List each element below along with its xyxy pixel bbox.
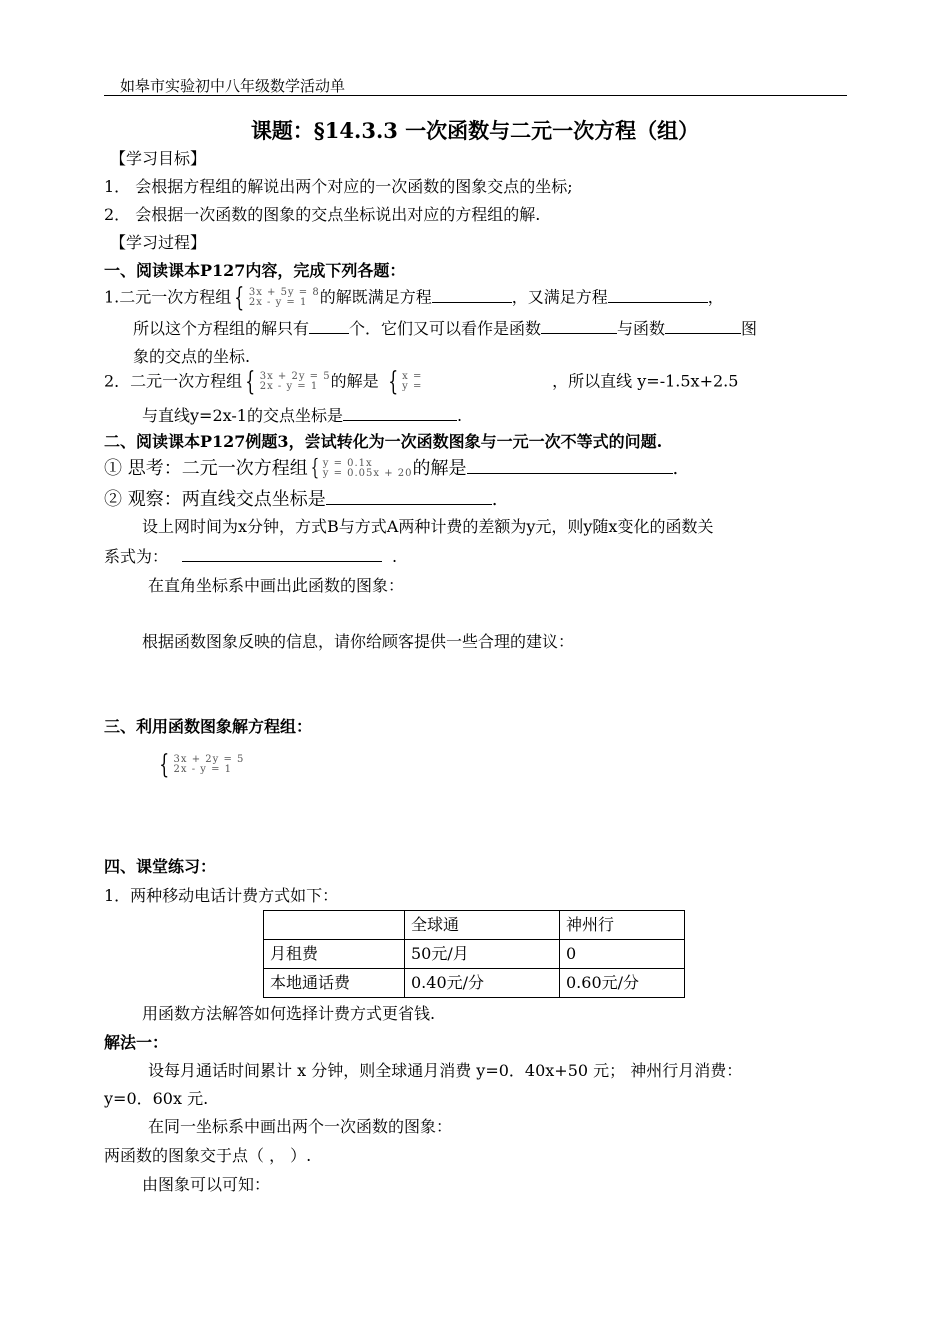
solution-line-3: 在同一坐标系中画出两个一次函数的图象： [148, 1117, 453, 1136]
solution-line-4: 两函数的图象交于点（ ， ）. [104, 1146, 312, 1165]
answer-blank[interactable] [432, 287, 512, 303]
part2-p1-line1: 设上网时间为x分钟，方式B与方式A两种计费的差额为y元，则y随x变化的函数关 [142, 517, 714, 536]
table-row [264, 940, 685, 969]
answer-blank[interactable] [326, 489, 492, 505]
solution-system: x = y = [402, 371, 423, 392]
part1-q1-line3: 象的交点的坐标. [133, 347, 251, 366]
brace-icon: { [159, 750, 170, 780]
table-row [264, 911, 685, 940]
part2-p2: 在直角坐标系中画出此函数的图象： [148, 576, 405, 595]
answer-blank[interactable] [541, 318, 617, 334]
answer-blank[interactable] [608, 287, 708, 303]
equation-system: 3x + 5y = 8 2x - y = 1 [248, 287, 320, 308]
brace-icon: { [387, 367, 398, 397]
table-cell: 0 [560, 940, 685, 969]
school-header: 如皋市实验初中八年级数学活动单 [120, 77, 346, 95]
answer-blank[interactable] [665, 318, 741, 334]
q1-mid: 的解既满足方程 [319, 287, 432, 307]
part1-heading: 一、阅读课本P127内容，完成下列各题： [104, 261, 406, 280]
table-cell: 0.60元/分 [560, 969, 685, 998]
solution-line-5: 由图象可以可知： [142, 1175, 271, 1194]
solution-line-1: 设每月通话时间累计 x 分钟，则全球通月消费 y=0．40x+50 元； 神州行月消费： [148, 1061, 743, 1080]
table-cell: 月租费 [264, 940, 405, 969]
objective-item-1: 1． 会根据方程组的解说出两个对应的一次函数的图象交点的坐标; [104, 177, 573, 196]
brace-icon: { [310, 456, 319, 481]
after-table-text: 用函数方法解答如何选择计费方式更省钱. [142, 1004, 436, 1023]
objectives-heading: 【学习目标】 [110, 149, 207, 168]
equation-system: 3x + 2y = 5 2x - y = 1 [259, 371, 331, 392]
part3-heading: 三、利用函数图象解方程组： [104, 717, 313, 736]
header-rule [104, 95, 847, 96]
process-heading: 【学习过程】 [110, 233, 207, 252]
table-row [264, 969, 685, 998]
table-cell [264, 911, 405, 940]
answer-blank[interactable] [309, 318, 349, 334]
answer-blank[interactable] [467, 458, 673, 474]
objective-item-2: 2． 会根据一次函数的图象的交点坐标说出对应的方程组的解. [104, 205, 541, 224]
brace-icon: { [245, 367, 256, 397]
equation-system: 3x + 2y = 5 2x - y = 1 [173, 754, 245, 775]
part2-observe: ② 观察：两直线交点坐标是 . [104, 489, 498, 510]
part1-q1-line1: 1.二元一次方程组 { 3x + 5y = 8 2x - y = 1 的解既满足方程 ，又满足方程 ， [104, 283, 724, 313]
answer-blank[interactable] [182, 546, 382, 562]
part2-heading: 二、阅读课本P127例题3，尝试转化为一次函数图象与一元一次不等式的问题. [104, 432, 663, 451]
table-cell: 50元/月 [405, 940, 560, 969]
part3-system [156, 752, 244, 778]
part1-q1-line2: 所以这个方程组的解只有 个．它们又可以看作是函数 与函数 图 [133, 319, 758, 338]
billing-table [263, 910, 685, 998]
table-cell: 0.40元/分 [405, 969, 560, 998]
table-cell: 本地通话费 [264, 969, 405, 998]
equation-system: y = 0.1x y = 0.05x + 20 [322, 458, 413, 479]
solution-line-2: y=0．60x 元. [104, 1089, 209, 1108]
part4-q1: 1．两种移动电话计费方式如下： [104, 886, 339, 905]
part1-q2-line2: 与直线y=2x-1的交点坐标是 . [142, 406, 463, 425]
table-cell: 全球通 [405, 911, 560, 940]
q1-mid2: ，又满足方程 [511, 287, 608, 307]
part2-p3: 根据函数图象反映的信息，请你给顾客提供一些合理的建议： [142, 632, 575, 651]
part1-q2-line1: 2．二元一次方程组 { 3x + 2y = 5 2x - y = 1 的解是 { x = y = ，所以直线 y=-1.5x+2.5 [104, 367, 739, 397]
part2-p1-line2: 系式为： . [104, 547, 398, 566]
brace-icon: { [234, 283, 245, 313]
answer-blank[interactable] [343, 405, 457, 421]
table-cell: 神州行 [560, 911, 685, 940]
page-title: 课题：§14.3.3 一次函数与二元一次方程（组） [250, 118, 700, 143]
part4-heading: 四、课堂练习： [104, 857, 217, 876]
part2-think: ① 思考：二元一次方程组 { y = 0.1x y = 0.05x + 20 的解是 . [104, 456, 679, 481]
q1-prefix: 1.二元一次方程组 [104, 287, 232, 307]
solution-heading: 解法一： [104, 1033, 169, 1052]
